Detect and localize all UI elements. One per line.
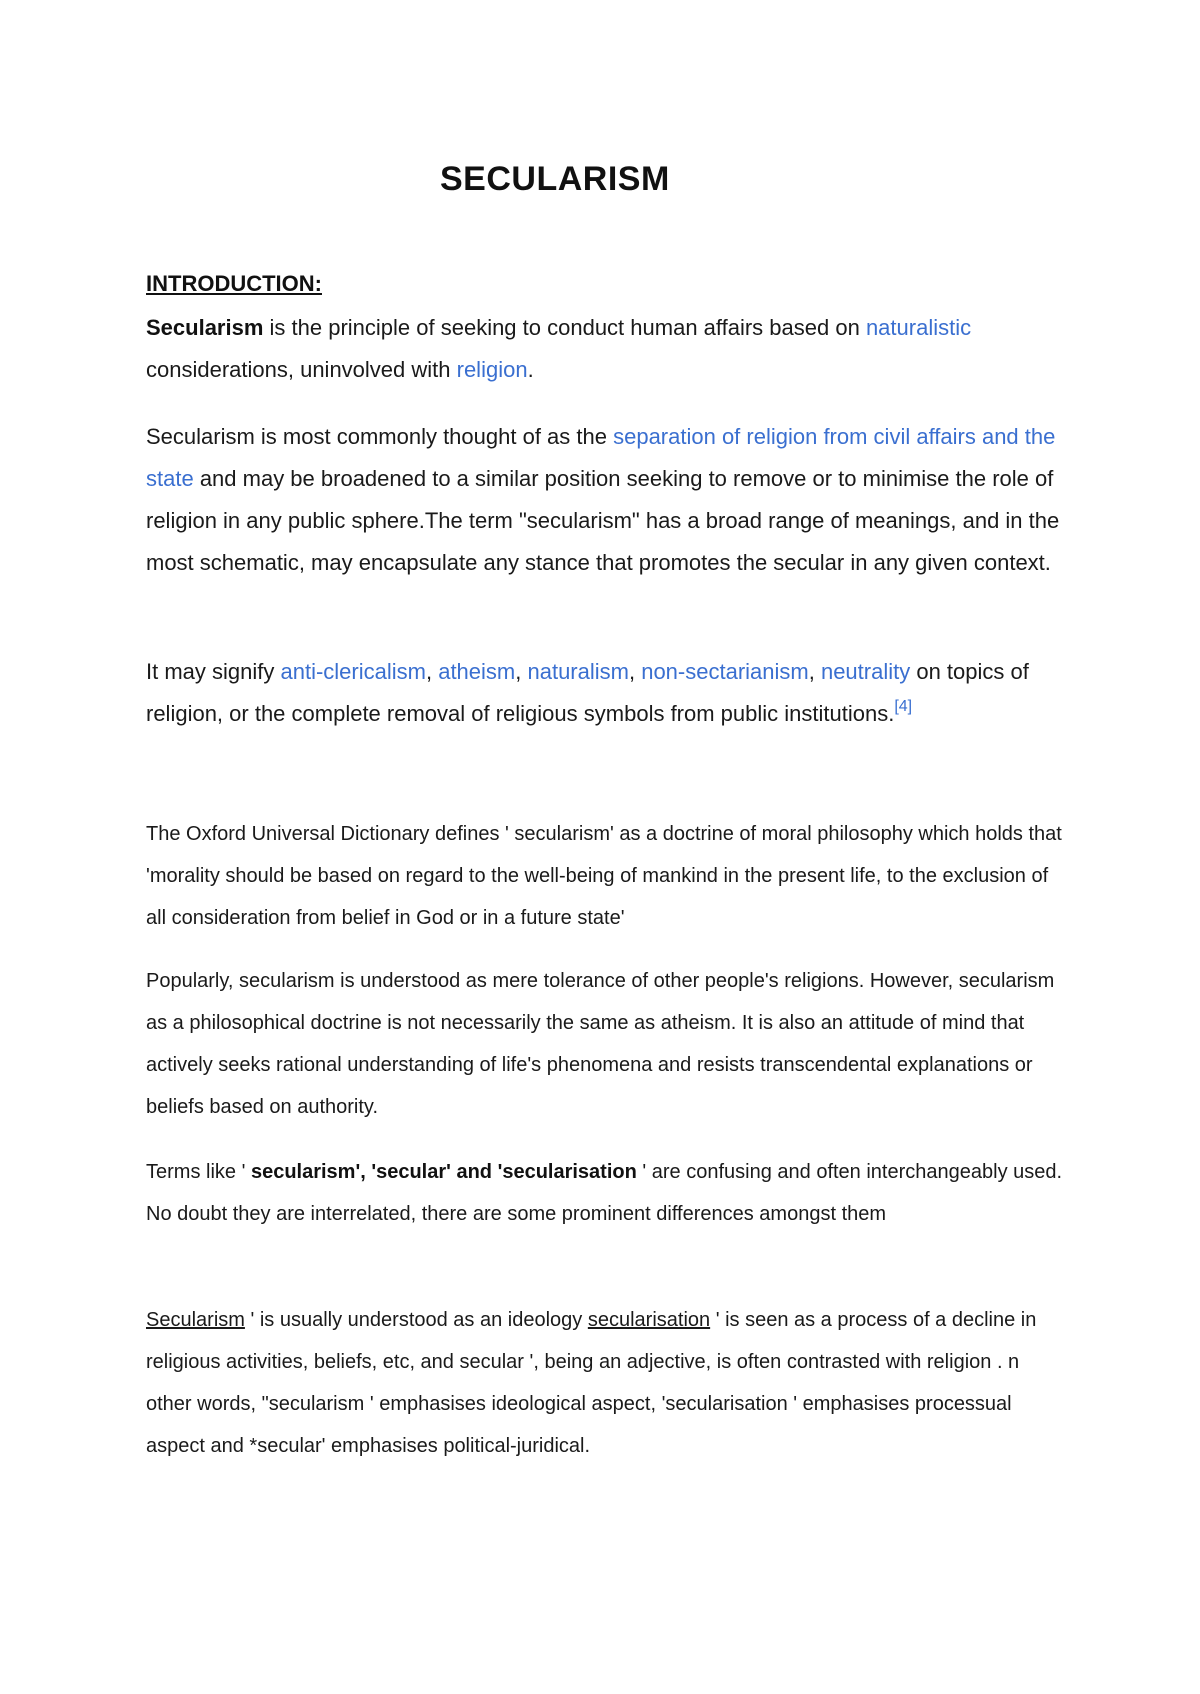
paragraph-text: ' is seen as a process of a decline in religious activities, beliefs, etc, and secular ', being an adjective, is often contrasted with religion . n other words, "secularism ' emphasises ideological aspect, 'secularisation ' emphasises processual aspect and *secular' emphasises political-juridical. bbox=[146, 1309, 1037, 1457]
section-heading-introduction: INTRODUCTION: bbox=[146, 271, 322, 296]
paragraph-text: It may signify bbox=[146, 659, 281, 684]
paragraph-text: Secularism is most commonly thought of as the bbox=[146, 424, 614, 449]
paragraph-text: on topics of religion, or the complete removal of religious symbols from public institutions. bbox=[146, 659, 1029, 726]
paragraph-text: ' are confusing and often interchangeably used. No doubt they are interrelated, there are some prominent differences amongst them bbox=[146, 1161, 1063, 1225]
paragraph-text: considerations, uninvolved with bbox=[146, 357, 457, 382]
link-naturalistic[interactable]: naturalistic bbox=[865, 315, 972, 340]
term-secularism-bold: Secularism bbox=[146, 315, 264, 340]
paragraph-text: . bbox=[527, 357, 534, 382]
paragraph-separation bbox=[146, 416, 1066, 584]
paragraph-text: and may be broadened to a similar position seeking to remove or to minimise the role of religion in any public sphere.The term "secularism" has a broad range of meanings, and in the most schematic, may encapsulate any stance that promotes the secular in any given context. bbox=[146, 466, 1060, 575]
paragraph-text: Terms like ' bbox=[146, 1161, 251, 1183]
separator: , bbox=[515, 659, 528, 684]
link-separation-of-religion[interactable]: separation of religion from civil affairs and the state bbox=[146, 424, 1056, 491]
link-religion[interactable]: religion bbox=[456, 357, 528, 382]
document-title: SECULARISM bbox=[440, 160, 670, 198]
link-non-sectarianism[interactable]: non-sectarianism bbox=[641, 659, 809, 684]
paragraph-oxford-definition: The Oxford Universal Dictionary defines ' secularism' as a doctrine of moral philosophy which holds that 'morality should be based on regard to the well-being of mankind in the present life, to the exclusion of all consideration from belief in God or in a future state' bbox=[146, 823, 1062, 929]
terms-bold: secularism', 'secular' and 'secularisation bbox=[250, 1161, 637, 1183]
underlined-secularisation: secularisation bbox=[587, 1309, 711, 1331]
link-naturalism[interactable]: naturalism bbox=[527, 659, 629, 684]
separator: , bbox=[808, 659, 821, 684]
paragraph-text: ' is usually understood as an ideology bbox=[244, 1309, 588, 1331]
link-neutrality[interactable]: neutrality bbox=[820, 659, 911, 684]
paragraph-popularly: Popularly, secularism is understood as mere tolerance of other people's religions. However, secularism as a philosophical doctrine is not necessarily the same as atheism. It is also an attitude of mind that actively seeks rational understanding of life's phenomena and resists transcendental explanations or beliefs based on authority. bbox=[146, 970, 1055, 1118]
paragraph-distinctions bbox=[146, 1299, 1066, 1467]
separator: , bbox=[425, 659, 439, 684]
separator: , bbox=[628, 659, 642, 684]
paragraph-terms bbox=[146, 1151, 1066, 1235]
link-atheism[interactable]: atheism bbox=[438, 659, 516, 684]
underlined-secularism: Secularism bbox=[146, 1309, 245, 1331]
link-anti-clericalism[interactable]: anti-clericalism bbox=[280, 659, 426, 684]
citation-link[interactable]: [4] bbox=[894, 698, 913, 715]
paragraph-text: is the principle of seeking to conduct human affairs based on bbox=[263, 315, 866, 340]
paragraph-signify bbox=[146, 651, 1066, 735]
paragraph-definition bbox=[146, 307, 1066, 391]
